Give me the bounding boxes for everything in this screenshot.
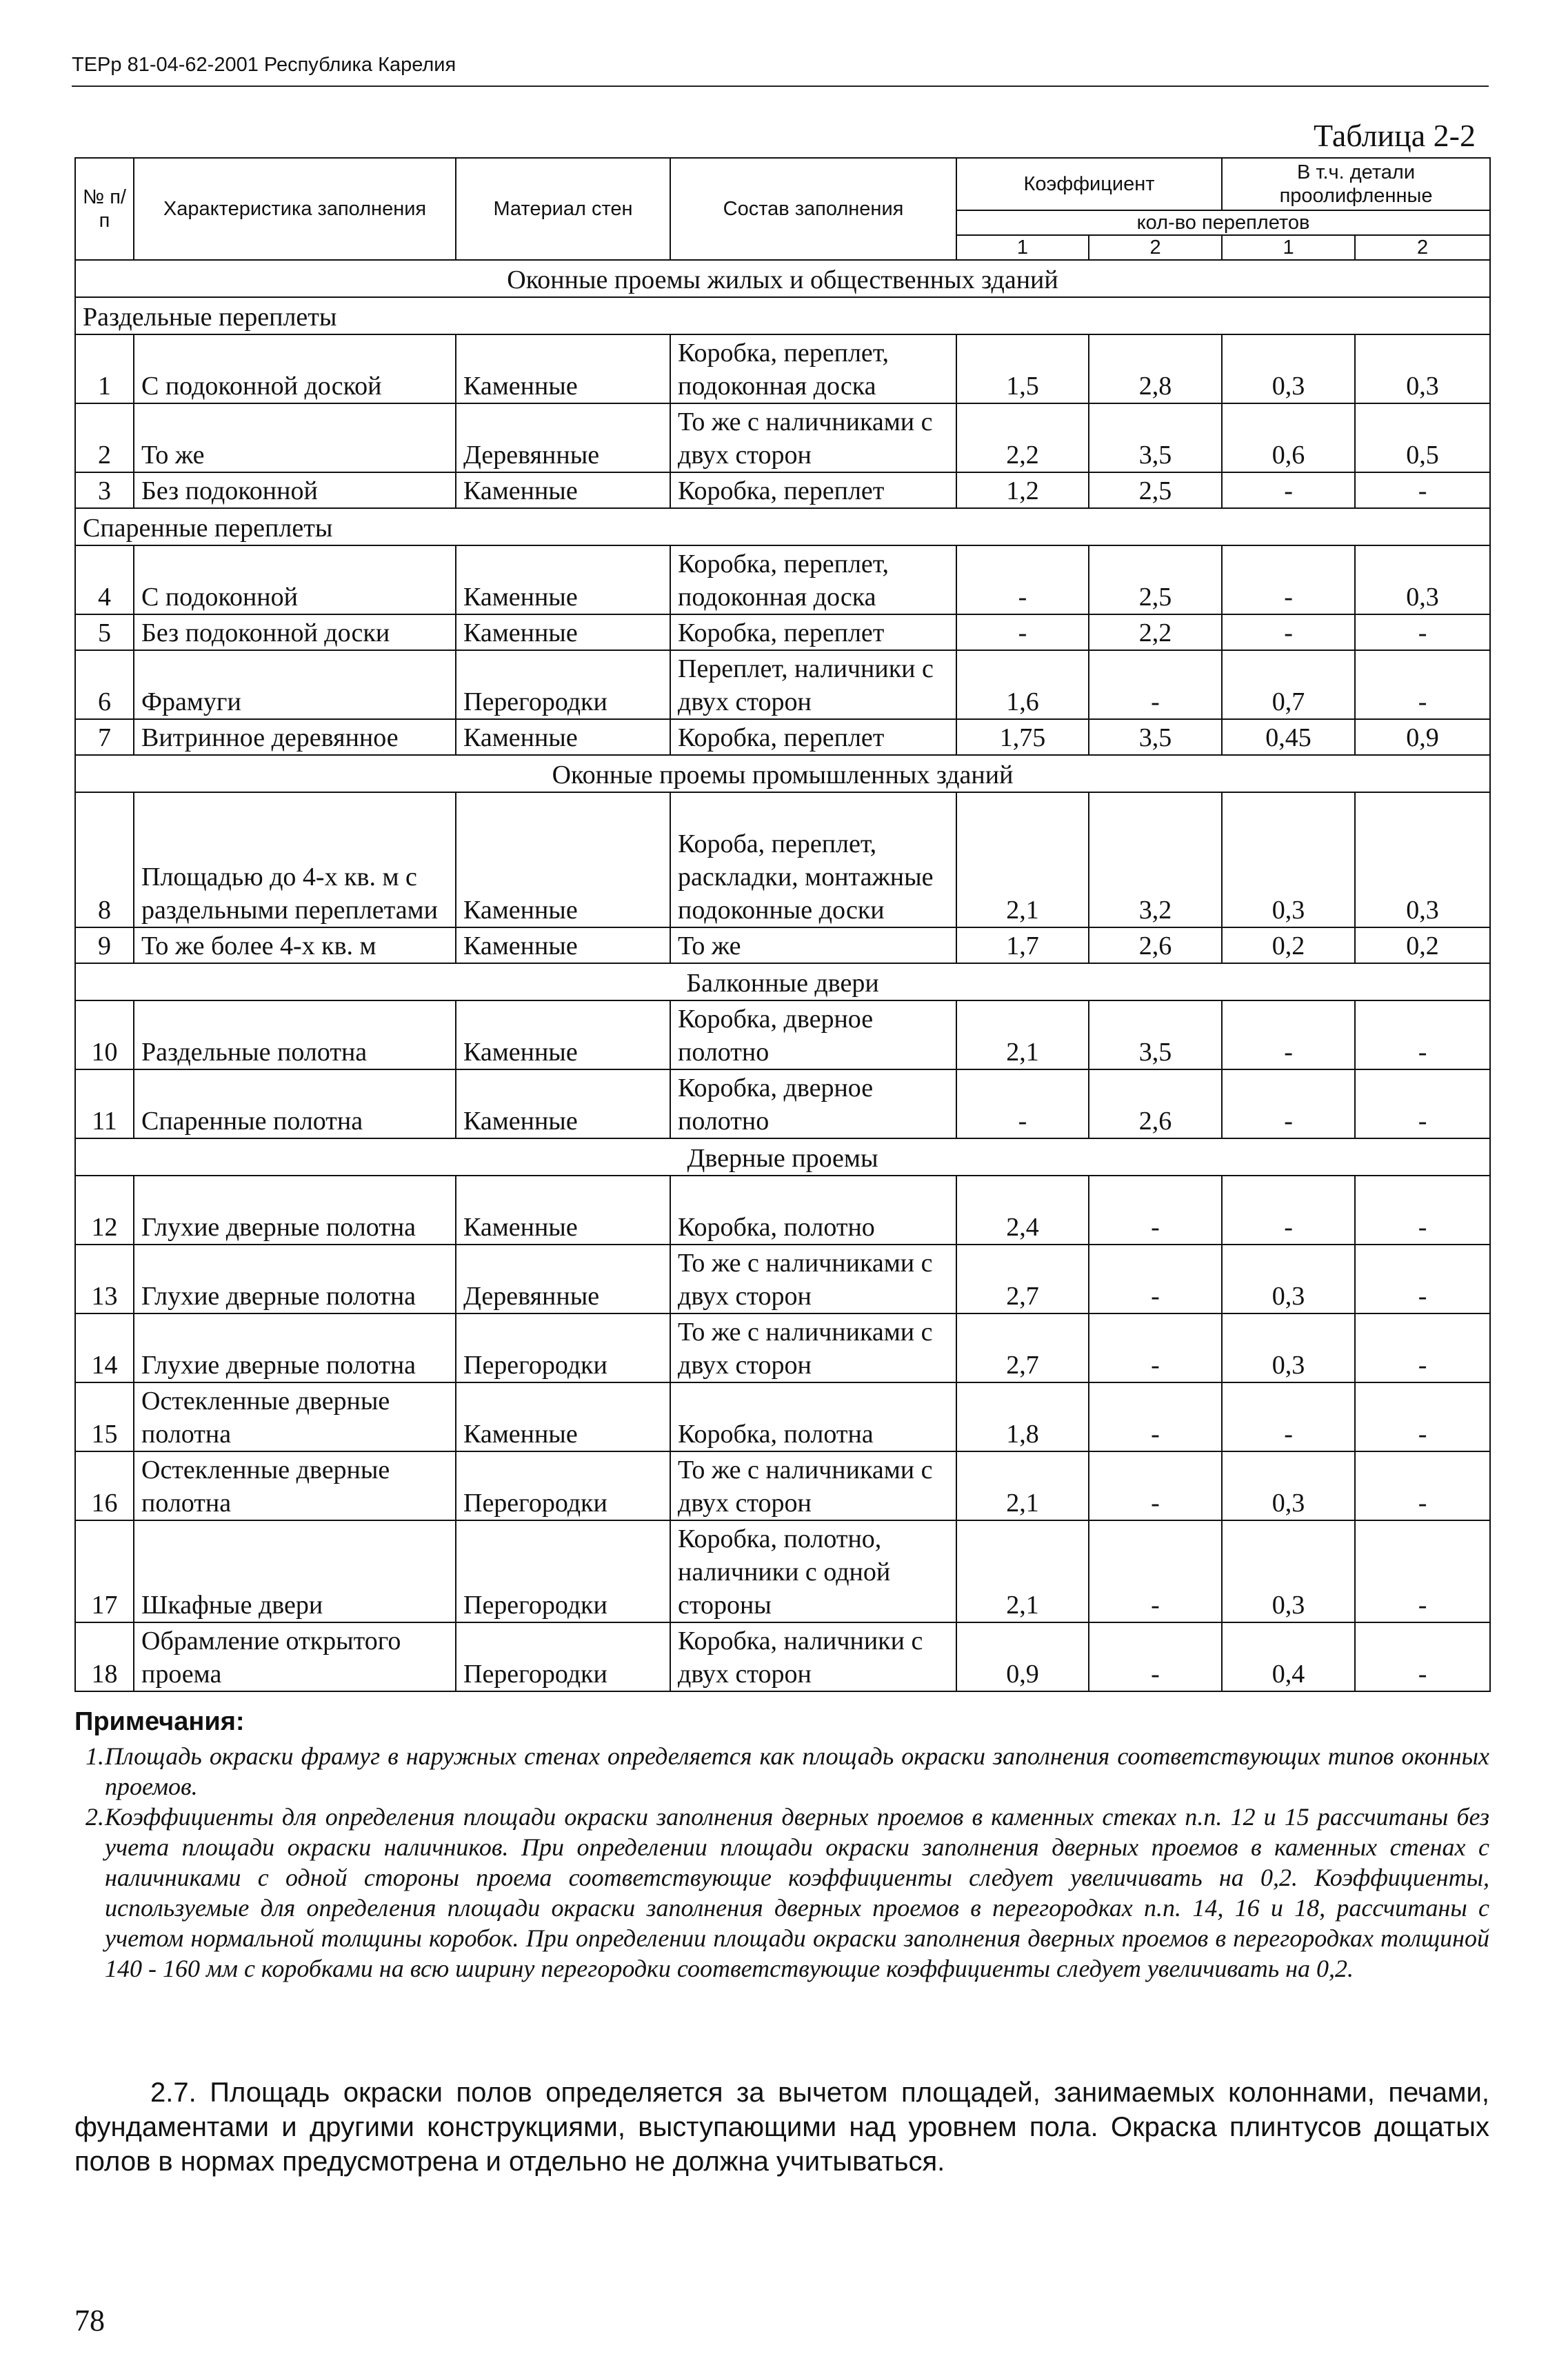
row-d2: - [1355, 1382, 1490, 1451]
row-num: 14 [75, 1313, 134, 1382]
row-composition: Коробка, переплет [670, 719, 956, 755]
paragraph-2-7: 2.7. Площадь окраски полов определяется за вычетом площадей, занимаемых колоннами, печами, фундаментами и другими конструкциями, выступающими над уровнем пола. Окраска плинтусов дощатых полов в нормах предусмотрена и отдельно не должна учитываться. [74, 2077, 1489, 2177]
row-characteristic: Остекленные дверные полотна [134, 1382, 456, 1451]
table-row [75, 614, 1490, 650]
row-characteristic: Спаренные полотна [134, 1069, 456, 1138]
row-d2: 0,3 [1355, 545, 1490, 614]
row-d1: 0,4 [1222, 1622, 1355, 1691]
row-k1: - [956, 614, 1089, 650]
row-k2: 2,5 [1089, 545, 1222, 614]
col-header-c1: 1 [956, 235, 1089, 260]
table-row [75, 334, 1490, 403]
table-row [75, 403, 1490, 472]
row-num: 4 [75, 545, 134, 614]
row-wall: Каменные [456, 614, 670, 650]
row-wall: Перегородки [456, 1520, 670, 1622]
subsection-heading: Спаренные переплеты [75, 508, 1490, 545]
row-composition: То же с наличниками с двух сторон [670, 1313, 956, 1382]
row-d2: 0,9 [1355, 719, 1490, 755]
col-header-c4: 2 [1355, 235, 1490, 260]
row-characteristic: Без подоконной доски [134, 614, 456, 650]
col-header-coefficient: Коэффициент [956, 158, 1222, 210]
row-wall: Каменные [456, 719, 670, 755]
note-2 [74, 1802, 1489, 1984]
row-num: 13 [75, 1245, 134, 1313]
table-row [75, 1520, 1490, 1622]
row-wall: Деревянные [456, 403, 670, 472]
row-wall: Каменные [456, 1069, 670, 1138]
table-row [75, 792, 1490, 927]
row-composition: Коробка, переплет, подоконная доска [670, 334, 956, 403]
col-header-oiled-parts: В т.ч. детали проолифленные [1222, 158, 1490, 210]
row-d1: 0,3 [1222, 334, 1355, 403]
row-k2: - [1089, 1313, 1222, 1382]
row-num: 6 [75, 650, 134, 719]
row-composition: Коробка, переплет, подоконная доска [670, 545, 956, 614]
row-d2: - [1355, 614, 1490, 650]
row-characteristic: Без подоконной [134, 472, 456, 508]
row-wall: Каменные [456, 1176, 670, 1245]
row-characteristic: Витринное деревянное [134, 719, 456, 755]
row-k2: - [1089, 1176, 1222, 1245]
table-caption: Таблица 2-2 [1313, 118, 1476, 153]
row-d2: - [1355, 1622, 1490, 1691]
row-k2: 3,5 [1089, 403, 1222, 472]
row-k1: 2,7 [956, 1245, 1089, 1313]
note-text: Коэффициенты для определения площади окраски заполнения дверных проемов в каменных стеках п.п. 12 и 15 рассчитаны без учета площади окраски наличников. При определении площади окраски заполнения дверных проемов в каменных стенах с наличниками с одной стороны проема соответствующие коэффициенты следует увеличивать на 0,2. Коэффициенты, используемые для определения площади окраски заполнения дверных проемов в перегородках п.п. 14, 16 и 18, рассчитаны с учетом нормальной толщины коробок. При определении площади окраски заполнения дверных проемов в перегородках толщиной 140 - 160 мм с коробками на всю ширину перегородки соответствующие коэффициенты следует увеличивать на 0,2. [105, 1803, 1489, 1982]
row-d1: 0,3 [1222, 1245, 1355, 1313]
row-characteristic: Фрамуги [134, 650, 456, 719]
section-heading: Балконные двери [75, 963, 1490, 1000]
note-1 [74, 1741, 1489, 1802]
row-k1: - [956, 545, 1089, 614]
row-num: 7 [75, 719, 134, 755]
table-row [75, 1382, 1490, 1451]
row-k2: 2,8 [1089, 334, 1222, 403]
row-composition: Коробка, дверное полотно [670, 1000, 956, 1069]
row-k1: 1,7 [956, 927, 1089, 963]
row-k1: 1,2 [956, 472, 1089, 508]
row-num: 10 [75, 1000, 134, 1069]
table-row [75, 927, 1490, 963]
row-k1: 2,4 [956, 1176, 1089, 1245]
table-row [75, 472, 1490, 508]
row-num: 18 [75, 1622, 134, 1691]
row-composition: Коробка, переплет [670, 614, 956, 650]
row-d1: 0,7 [1222, 650, 1355, 719]
row-k1: 2,1 [956, 1520, 1089, 1622]
row-k1: 2,7 [956, 1313, 1089, 1382]
table-row [75, 1313, 1490, 1382]
row-d2: - [1355, 650, 1490, 719]
table-row [75, 1622, 1490, 1691]
row-k1: 1,6 [956, 650, 1089, 719]
row-k2: - [1089, 1520, 1222, 1622]
row-num: 3 [75, 472, 134, 508]
row-d2: - [1355, 1069, 1490, 1138]
row-composition: То же [670, 927, 956, 963]
row-composition: Коробка, полотна [670, 1382, 956, 1451]
row-d2: - [1355, 1176, 1490, 1245]
row-wall: Перегородки [456, 1451, 670, 1520]
table-row [75, 545, 1490, 614]
row-composition: Коробка, полотно [670, 1176, 956, 1245]
row-d2: - [1355, 1000, 1490, 1069]
row-k1: 2,1 [956, 792, 1089, 927]
col-header-wall: Материал стен [456, 158, 670, 260]
note-number: 1. [86, 1742, 104, 1770]
row-composition: То же с наличниками с двух сторон [670, 403, 956, 472]
row-k1: 1,75 [956, 719, 1089, 755]
row-k2: 2,2 [1089, 614, 1222, 650]
document-header: ТЕРр 81-04-62-2001 Республика Карелия [72, 54, 456, 76]
row-k2: 3,2 [1089, 792, 1222, 927]
row-characteristic: Обрамление открытого проема [134, 1622, 456, 1691]
row-d1: - [1222, 614, 1355, 650]
row-k2: - [1089, 1451, 1222, 1520]
row-k2: 3,5 [1089, 719, 1222, 755]
note-text: Площадь окраски фрамуг в наружных стенах определяется как площадь окраски заполнения соответствующих типов оконных проемов. [105, 1742, 1489, 1800]
row-characteristic: То же [134, 403, 456, 472]
row-wall: Каменные [456, 1382, 670, 1451]
notes-title: Примечания: [74, 1707, 245, 1736]
row-characteristic: Площадью до 4-х кв. м с раздельными переплетами [134, 792, 456, 927]
row-d2: - [1355, 472, 1490, 508]
row-num: 2 [75, 403, 134, 472]
section-heading: Оконные проемы жилых и общественных зданий [75, 260, 1490, 297]
row-num: 17 [75, 1520, 134, 1622]
row-k1: 1,8 [956, 1382, 1089, 1451]
row-d2: 0,5 [1355, 403, 1490, 472]
table-row [75, 1176, 1490, 1245]
row-wall: Перегородки [456, 650, 670, 719]
row-num: 16 [75, 1451, 134, 1520]
row-d1: - [1222, 545, 1355, 614]
subsection-heading: Раздельные переплеты [75, 297, 1490, 334]
row-num: 11 [75, 1069, 134, 1138]
row-d1: - [1222, 472, 1355, 508]
row-num: 12 [75, 1176, 134, 1245]
row-d2: 0,2 [1355, 927, 1490, 963]
table-row [75, 1451, 1490, 1520]
row-wall: Деревянные [456, 1245, 670, 1313]
row-composition: Коробка, переплет [670, 472, 956, 508]
col-header-c3: 1 [1222, 235, 1355, 260]
row-d1: 0,3 [1222, 1313, 1355, 1382]
col-header-characteristic: Характеристика заполнения [134, 158, 456, 260]
table-row [75, 1000, 1490, 1069]
coefficients-table [74, 157, 1491, 1692]
row-num: 1 [75, 334, 134, 403]
row-k1: 2,2 [956, 403, 1089, 472]
table-row [75, 1069, 1490, 1138]
row-num: 5 [75, 614, 134, 650]
row-composition: Коробка, полотно, наличники с одной стороны [670, 1520, 956, 1622]
row-wall: Перегородки [456, 1622, 670, 1691]
row-d1: - [1222, 1000, 1355, 1069]
col-header-frame-count: кол-во переплетов [956, 210, 1490, 235]
row-composition: Короба, переплет, раскладки, монтажные подоконные доски [670, 792, 956, 927]
row-d1: - [1222, 1069, 1355, 1138]
row-characteristic: Шкафные двери [134, 1520, 456, 1622]
row-wall: Каменные [456, 927, 670, 963]
col-header-composition: Состав заполнения [670, 158, 956, 260]
row-d2: - [1355, 1520, 1490, 1622]
row-d2: - [1355, 1313, 1490, 1382]
row-k1: 1,5 [956, 334, 1089, 403]
row-num: 15 [75, 1382, 134, 1451]
row-k2: - [1089, 1382, 1222, 1451]
row-d1: 0,6 [1222, 403, 1355, 472]
row-d1: 0,3 [1222, 1451, 1355, 1520]
row-k1: 2,1 [956, 1451, 1089, 1520]
row-k2: 2,6 [1089, 927, 1222, 963]
row-num: 9 [75, 927, 134, 963]
row-d1: - [1222, 1382, 1355, 1451]
row-k2: 2,5 [1089, 472, 1222, 508]
row-composition: Переплет, наличники с двух сторон [670, 650, 956, 719]
row-k1: 0,9 [956, 1622, 1089, 1691]
row-k2: 3,5 [1089, 1000, 1222, 1069]
col-header-num: № п/п [75, 158, 134, 260]
table-row [75, 719, 1490, 755]
notes-section [74, 1707, 1489, 1984]
col-header-c2: 2 [1089, 235, 1222, 260]
row-d1: 0,2 [1222, 927, 1355, 963]
row-characteristic: Остекленные дверные полотна [134, 1451, 456, 1520]
row-d2: 0,3 [1355, 334, 1490, 403]
row-d1: 0,3 [1222, 792, 1355, 927]
row-num: 8 [75, 792, 134, 927]
row-characteristic: Глухие дверные полотна [134, 1176, 456, 1245]
row-wall: Каменные [456, 334, 670, 403]
row-wall: Каменные [456, 545, 670, 614]
row-k1: - [956, 1069, 1089, 1138]
row-characteristic: С подоконной доской [134, 334, 456, 403]
row-composition: То же с наличниками с двух сторон [670, 1245, 956, 1313]
row-d2: 0,3 [1355, 792, 1490, 927]
row-d2: - [1355, 1245, 1490, 1313]
row-composition: Коробка, наличники с двух сторон [670, 1622, 956, 1691]
row-characteristic: Раздельные полотна [134, 1000, 456, 1069]
row-d1: - [1222, 1176, 1355, 1245]
row-characteristic: То же более 4-х кв. м [134, 927, 456, 963]
row-composition: То же с наличниками с двух сторон [670, 1451, 956, 1520]
row-characteristic: С подоконной [134, 545, 456, 614]
row-wall: Перегородки [456, 1313, 670, 1382]
row-k2: - [1089, 1622, 1222, 1691]
row-k1: 2,1 [956, 1000, 1089, 1069]
row-k2: - [1089, 1245, 1222, 1313]
row-composition: Коробка, дверное полотно [670, 1069, 956, 1138]
page-number: 78 [74, 2304, 105, 2337]
row-wall: Каменные [456, 472, 670, 508]
table-row [75, 1245, 1490, 1313]
row-d1: 0,45 [1222, 719, 1355, 755]
row-wall: Каменные [456, 792, 670, 927]
row-characteristic: Глухие дверные полотна [134, 1313, 456, 1382]
row-wall: Каменные [456, 1000, 670, 1069]
section-heading: Оконные проемы промышленных зданий [75, 755, 1490, 792]
row-d1: 0,3 [1222, 1520, 1355, 1622]
row-d2: - [1355, 1451, 1490, 1520]
header-divider [72, 85, 1489, 87]
section-heading: Дверные проемы [75, 1138, 1490, 1176]
table-row [75, 650, 1490, 719]
row-characteristic: Глухие дверные полотна [134, 1245, 456, 1313]
row-k2: - [1089, 650, 1222, 719]
note-number: 2. [86, 1803, 104, 1831]
row-k2: 2,6 [1089, 1069, 1222, 1138]
